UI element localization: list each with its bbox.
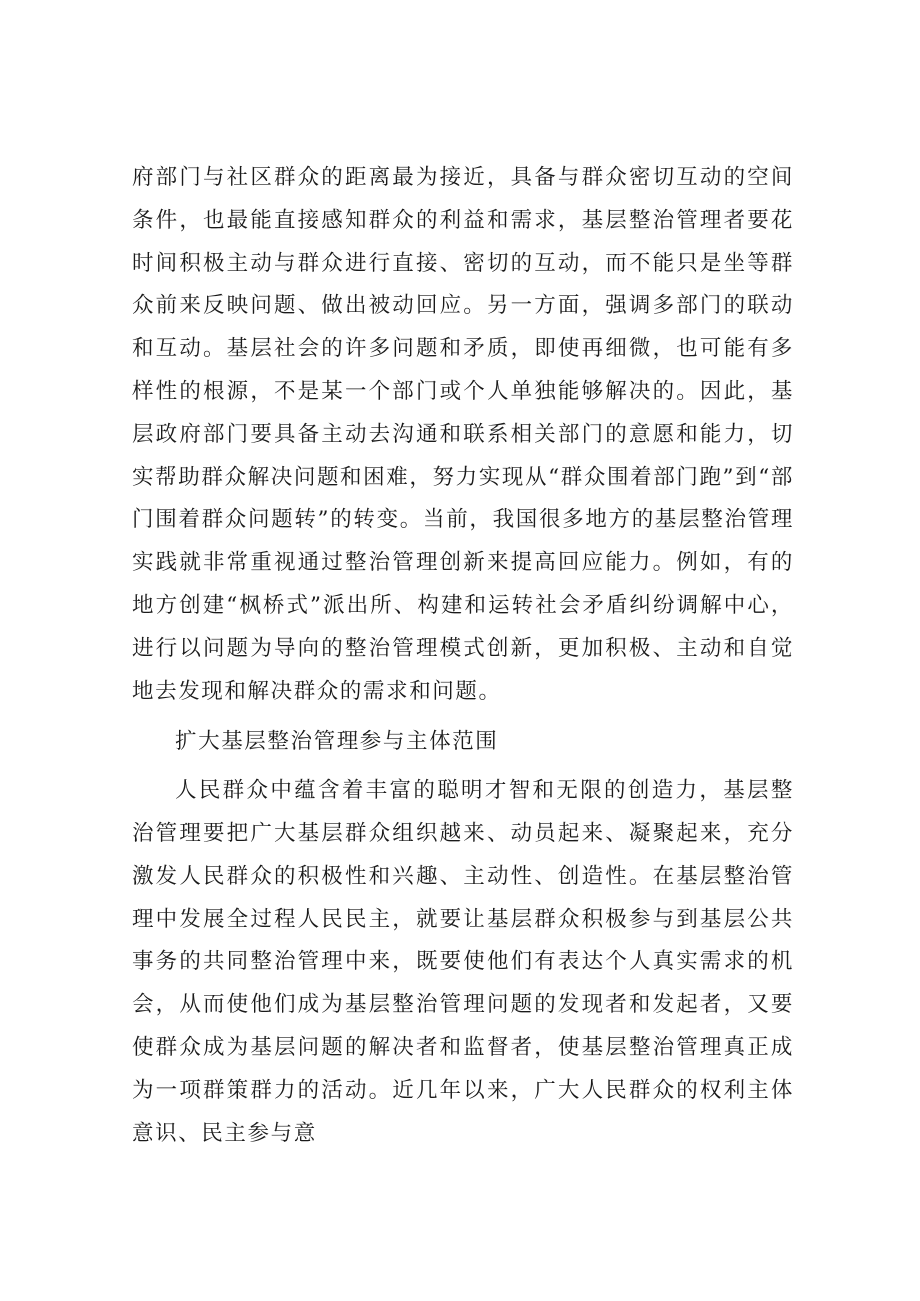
- body-paragraph-continued: 府部门与社区群众的距离最为接近，具备与群众密切互动的空间条件，也最能直接感知群众的利益和需求，基层整治管理者要花时间积极主动与群众进行直接、密切的互动，而不能只是坐等群众前来反映问题、做出被动回应。另一方面，强调多部门的联动和互动。基层社会的许多问题和矛质，即使再细微，也可能有多样性的根源，不是某一个部门或个人单独能够解决的。因此，基层政府部门要具备主动去沟通和联系相关部门的意愿和能力，切实帮助群众解决问题和困难，努力实现从“群众围着部门跑”到“部门围着群众问题转”的转变。当前，我国很多地方的基层整治管理实践就非常重视通过整治管理创新来提高回应能力。例如，有的地方创建“枫桥式”派出所、构建和运转社会矛盾纠纷调解中心，进行以问题为导向的整治管理模式创新，更加积极、主动和自觉地去发现和解决群众的需求和问题。: [132, 165, 794, 704]
- document-body: [132, 157, 794, 1155]
- body-paragraph: 人民群众中蕴含着丰富的聪明才智和无限的创造力，基层整治管理要把广大基层群众组织越来、动员起来、凝聚起来，充分激发人民群众的积极性和兴趣、主动性、创造性。在基层整治管理中发展全过程人民民主，就要让基层群众积极参与到基层公共事务的共同整治管理中来，既要使他们有表达个人真实需求的机会，从而使他们成为基层整治管理问题的发现者和发起者，又要使群众成为基层问题的解决者和监督者，使基层整治管理真正成为一项群策群力的活动。近几年以来，广大人民群众的权利主体意识、民主参与意: [132, 778, 794, 1146]
- section-heading: 扩大基层整治管理参与主体范围: [175, 729, 499, 755]
